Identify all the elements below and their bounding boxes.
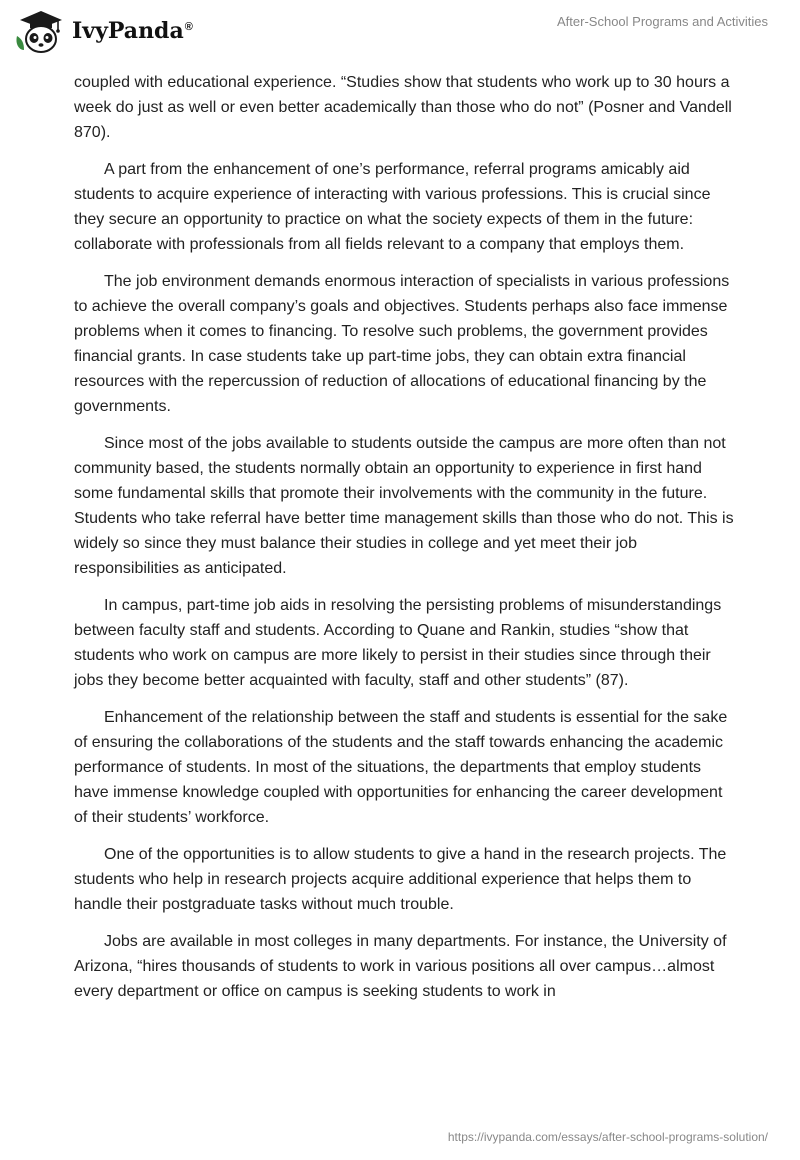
panda-graduation-cap-icon <box>14 8 66 54</box>
ivypanda-logo[interactable] <box>14 8 193 54</box>
document-title: After-School Programs and Activities <box>557 14 768 29</box>
registered-mark: ® <box>184 20 193 33</box>
paragraph: A part from the enhancement of one’s performance, referral programs amicably aid students to acquire experience of interacting with various professions. This is crucial since they secure an opportunity to practice on what the society expects of them in the future: collaborate with professionals from all fields relevant to a company that employs them. <box>74 161 711 253</box>
paragraph: One of the opportunities is to allow students to give a hand in the research projects. The students who help in research projects acquire additional experience that helps them to handle their postgraduate tasks without much trouble. <box>74 846 727 913</box>
paragraph: The job environment demands enormous interaction of specialists in various professions to achieve the overall company’s goals and objectives. Students perhaps also face immense problems when it comes to financing. To resolve such problems, the government provides financial grants. In case students take up part-time jobs, they can obtain extra financial resources with the repercussion of reduction of allocations of educational financing by the governments. <box>74 273 730 415</box>
page-header <box>0 0 800 64</box>
paragraph: In campus, part-time job aids in resolving the persisting problems of misunderstandings between faculty staff and students. According to Quane and Rankin, studies “show that students who work on campus are more likely to persist in their studies since through their jobs they become better acquainted with faculty, staff and other students” (87). <box>74 597 722 689</box>
logo-text: IvyPanda <box>72 18 184 44</box>
paragraph: coupled with educational experience. “Studies show that students who work up to 30 hours a week do just as well or even better academically than those who do not” (Posner and Vandell 870). <box>74 74 732 141</box>
paragraph: Enhancement of the relationship between the staff and students is essential for the sake of ensuring the collaborations of the students and the staff towards enhancing the academic performance of students. In most of the situations, the departments that employ students have immense knowledge coupled with opportunities for enhancing the career development of their students’ workforce. <box>74 709 728 826</box>
logo-wordmark <box>72 18 193 44</box>
paragraph: Jobs are available in most colleges in many departments. For instance, the University of Arizona, “hires thousands of students to work in various positions all over campus…almost every department or office on campus is seeking students to work in <box>74 933 727 1000</box>
paragraph: Since most of the jobs available to students outside the campus are more often than not community based, the students normally obtain an opportunity to experience in first hand some fundamental skills that promote their involvements with the community in the future. Students who take referral have better time management skills than those who do not. This is widely so since they must balance their studies in college and yet meet their job responsibilities as anticipated. <box>74 435 734 577</box>
essay-body <box>74 70 734 1016</box>
source-url[interactable]: https://ivypanda.com/essays/after-school-programs-solution/ <box>447 1130 768 1144</box>
